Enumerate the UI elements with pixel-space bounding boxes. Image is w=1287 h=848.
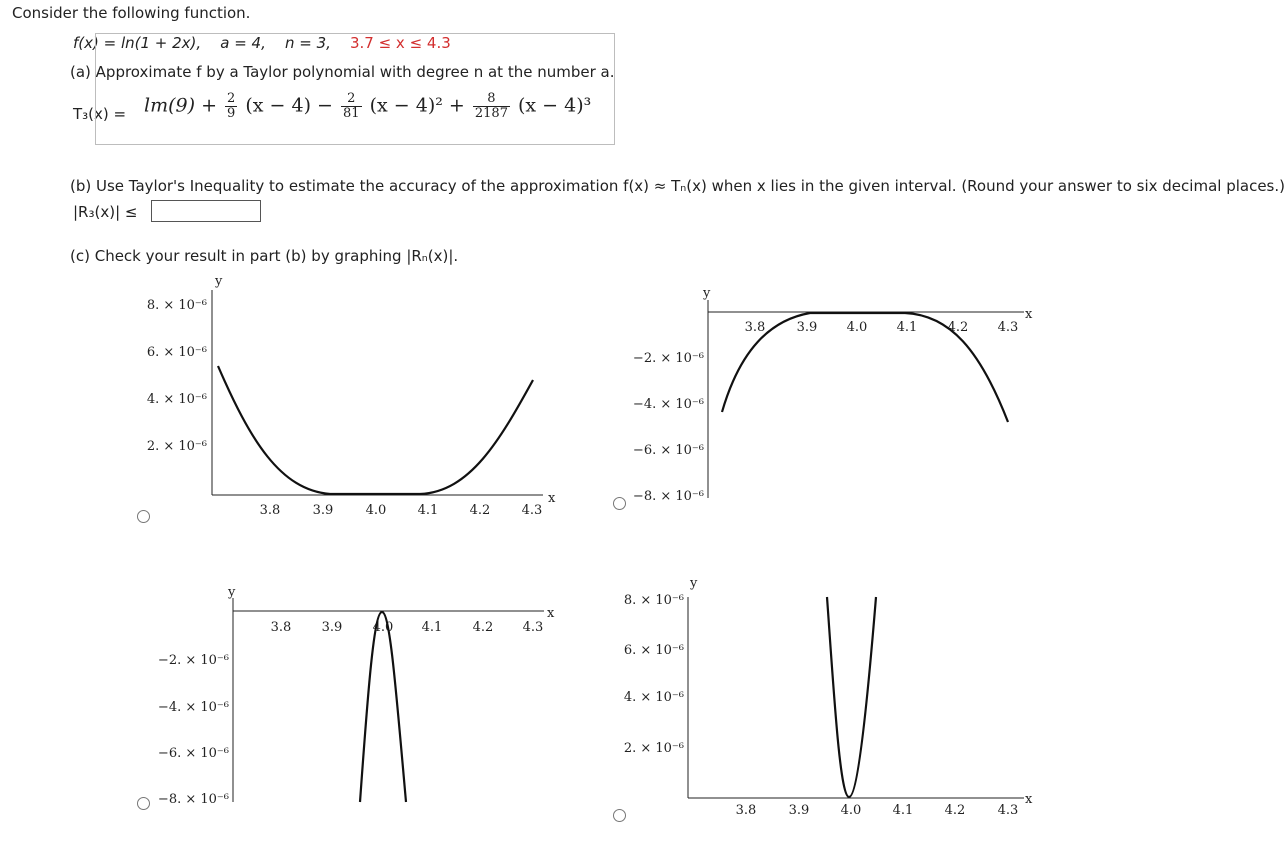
t3-frac-2: $\frac{2}{81}$ [343,91,360,121]
g1-x-tick-2: 4.0 [365,503,387,518]
g2-x-tick-1: 3.9 [796,320,818,335]
intro-text: Consider the following function. [12,4,251,22]
g4-x-label: x [1025,792,1033,807]
g3-curve [360,612,406,802]
g2-y-tick-0: −2. × 10⁻⁶ [632,351,704,366]
t3-frac-3: $\frac{8}{2187}$ [474,91,508,121]
g4-x-tick-4: 4.2 [944,803,966,818]
g4-y-tick-2: 4. × 10⁻⁶ [623,690,684,705]
t3-term-1: (x − 4) [245,94,311,117]
g3-y-label: y [228,585,236,600]
part-b-text: (b) Use Taylor's Inequality to estimate the accuracy of the approximation f(x) ≈ Tₙ(x) when x lies in the given interval. (Round your answer to six decimal places.) [70,177,1285,195]
g2-x-tick-5: 4.3 [997,320,1019,335]
g3-y-tick-2: −6. × 10⁻⁶ [157,746,229,761]
g4-y-label: y [690,576,698,591]
g2-x-tick-3: 4.1 [896,320,918,335]
g4-x-tick-0: 3.8 [735,803,757,818]
r3-answer-input[interactable] [151,200,261,222]
g4-y-tick-0: 8. × 10⁻⁶ [623,593,684,608]
g1-y-tick-1: 6. × 10⁻⁶ [146,345,207,360]
graph-option-4 [620,575,1040,820]
g1-y-tick-3: 2. × 10⁻⁶ [146,439,207,454]
g1-x-tick-1: 3.9 [312,503,334,518]
t3-answer-box[interactable] [95,33,615,145]
t3-ln9: lm(9) [144,94,196,117]
g1-y-label: y [215,274,223,289]
part-a-text: (a) Approximate f by a Taylor polynomial with degree n at the number a. [70,63,615,81]
g2-x-tick-2: 4.0 [846,320,868,335]
graph-option-3 [140,580,560,810]
t3-expression: lm(9) + $\frac{2}{9}$ (x − 4) − $\frac{2}{81}$ (x − 4)² + $\frac{8}{2187}$ (x − 4)³ [144,91,592,121]
g3-x-tick-4: 4.2 [472,620,494,635]
t3-term-2: (x − 4)² [369,94,443,117]
t3-label: T₃(x) = [73,105,127,123]
g4-y-tick-1: 6. × 10⁻⁶ [623,643,684,658]
g2-y-label: y [703,286,711,301]
g3-y-tick-0: −2. × 10⁻⁶ [157,653,229,668]
function-def: f(x) = ln(1 + 2x), [73,34,202,52]
g2-y-tick-1: −4. × 10⁻⁶ [632,397,704,412]
a-param: a = 4, [220,34,266,52]
g3-x-tick-3: 4.1 [421,620,443,635]
g1-x-label: x [548,491,556,506]
r3-label: |R₃(x)| ≤ [73,203,138,221]
g4-y-tick-3: 2. × 10⁻⁶ [623,741,684,756]
g1-y-tick-0: 8. × 10⁻⁶ [146,298,207,313]
g3-y-tick-3: −8. × 10⁻⁶ [157,792,229,807]
g4-x-tick-3: 4.1 [892,803,914,818]
interval: 3.7 ≤ x ≤ 4.3 [349,34,451,52]
g3-x-label: x [547,606,555,621]
part-c-text: (c) Check your result in part (b) by graphing |Rₙ(x)|. [70,247,459,265]
g4-x-tick-2: 4.0 [840,803,862,818]
g2-x-label: x [1025,307,1033,322]
g4-curve [827,597,876,797]
g2-y-tick-2: −6. × 10⁻⁶ [632,443,704,458]
g1-x-tick-0: 3.8 [259,503,281,518]
g1-x-tick-5: 4.3 [521,503,543,518]
g4-x-tick-1: 3.9 [788,803,810,818]
g3-x-tick-0: 3.8 [270,620,292,635]
graph-option-2 [620,280,1040,515]
g3-x-tick-2: 4.0 [372,620,394,635]
g1-curve [218,366,533,494]
g3-x-tick-1: 3.9 [321,620,343,635]
g2-y-tick-3: −8. × 10⁻⁶ [632,489,704,504]
t3-frac-1: $\frac{2}{9}$ [227,91,236,121]
g2-x-tick-4: 4.2 [947,320,969,335]
g1-y-tick-2: 4. × 10⁻⁶ [146,392,207,407]
g2-x-tick-0: 3.8 [744,320,766,335]
t3-term-3: (x − 4)³ [518,94,592,117]
n-param: n = 3, [284,34,331,52]
g4-x-tick-5: 4.3 [997,803,1019,818]
g1-x-tick-4: 4.2 [469,503,491,518]
g3-x-tick-5: 4.3 [522,620,544,635]
graph-option-1 [140,270,560,525]
g3-y-tick-1: −4. × 10⁻⁶ [157,700,229,715]
g1-x-tick-3: 4.1 [417,503,439,518]
